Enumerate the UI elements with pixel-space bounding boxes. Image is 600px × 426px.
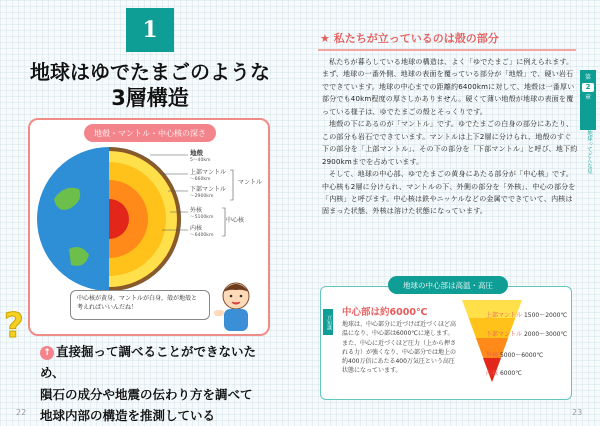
section-heading: ★ 私たちが立っているのは殻の部分	[320, 32, 499, 45]
paragraph: そして、地球の中心部、ゆでたまごの黄身にあたる部分が「中心核」です。中心核も2層に分けられ、マントルの下、外側の部分を「外核」、中心の部分を「内核」と呼びます。中心核は鉄やニッケルなどの金属でできていて、内核は固まった状態、外核は溶けた状態になっています。	[322, 170, 576, 216]
chapter-side-title: 地球ってどんな星	[586, 130, 592, 174]
summary-text: ↑ 直接掘って調べることができないため、 隕石の成分や地震の伝わり方を調べて 地球内部の構造を推測している	[40, 344, 257, 423]
inner-core-label: 内核 〜6400km	[190, 225, 214, 238]
page-number-left: 22	[16, 408, 27, 417]
page-title-line1: 地球はゆでたまごのような	[30, 60, 270, 84]
heading-underline	[318, 49, 576, 51]
layer-temp-upper-mantle: 上部マントル 1500〜2000℃	[486, 312, 568, 319]
page-title-line2: 3層構造	[111, 86, 189, 110]
lower-mantle-label: 下部マントル 〜2900km	[190, 186, 227, 199]
info-box-side-label: 豆知識	[323, 309, 333, 335]
arrow-up-icon: ↑	[40, 346, 54, 360]
outer-core-label: 外核 〜5100km	[190, 207, 214, 220]
page-number-right: 23	[572, 408, 583, 417]
crust-label: 地殻 5〜40km	[190, 149, 211, 163]
core-label: 中心核	[226, 217, 245, 224]
layer-temp-lower-mantle: 下部マントル 2000〜3000℃	[486, 331, 568, 338]
diagram-heading: 地殻・マントル・中心核の深さ	[84, 124, 216, 142]
body-text	[322, 56, 578, 218]
label-leader-lines	[140, 150, 240, 245]
layer-temp-inner-core: 内核 6000℃	[486, 370, 522, 377]
mantle-label: マントル	[238, 179, 263, 186]
question-mark-icon: ?	[4, 306, 24, 346]
chapter-number-badge: 1	[126, 8, 174, 52]
paragraph: 私たちが暮らしている地球の構造は、よく「ゆでたまご」に例えられます。まず、地球の一番外側、地球の表面を覆っている部分が「地殻」で、硬い岩石でできています。地球の中心までの距離約6400kmに対して、地殻は一番厚い部分でも40km程度の厚さしかありません。硬くて薄い地殻が地球の表面を覆っている様子は、ゆでたまごの殻とそっくりです。	[322, 58, 575, 116]
speech-bubble: 中心核が黄身，マントルが白身，殻が地殻と 考えればいいんだね！	[70, 290, 210, 320]
info-box-title: 中心部は約6000℃	[342, 307, 428, 318]
chapter-side-tab: 第 2 章	[580, 70, 596, 130]
boy-illustration	[212, 278, 260, 334]
info-box-heading: 地球の中心部は高温・高圧	[388, 276, 508, 294]
star-icon: ★	[320, 32, 330, 45]
paragraph: 地殻の下にあるのが「マントル」です。ゆでたまごの白身の部分にあたり、この部分も岩石でできています。マントルは上下2層に分けられ、地殻のすぐ下の部分を「上部マントル」、その下の部分を「下部マントル」と呼び、地下約2900kmまでを占めています。	[322, 120, 578, 166]
info-box-text: 地球は、中心部分に近づけば近づくほど高温になり、中心部は6000℃に達します。また、中心に近づくほど圧力（上から押される力）が強くなり、中心部分では地上の約400万倍にあたる400万気圧という高圧状態になっています。	[342, 321, 457, 375]
layer-temp-outer-core: 外核 5000〜6000℃	[486, 352, 544, 359]
upper-mantle-label: 上部マントル 〜660km	[190, 169, 227, 182]
